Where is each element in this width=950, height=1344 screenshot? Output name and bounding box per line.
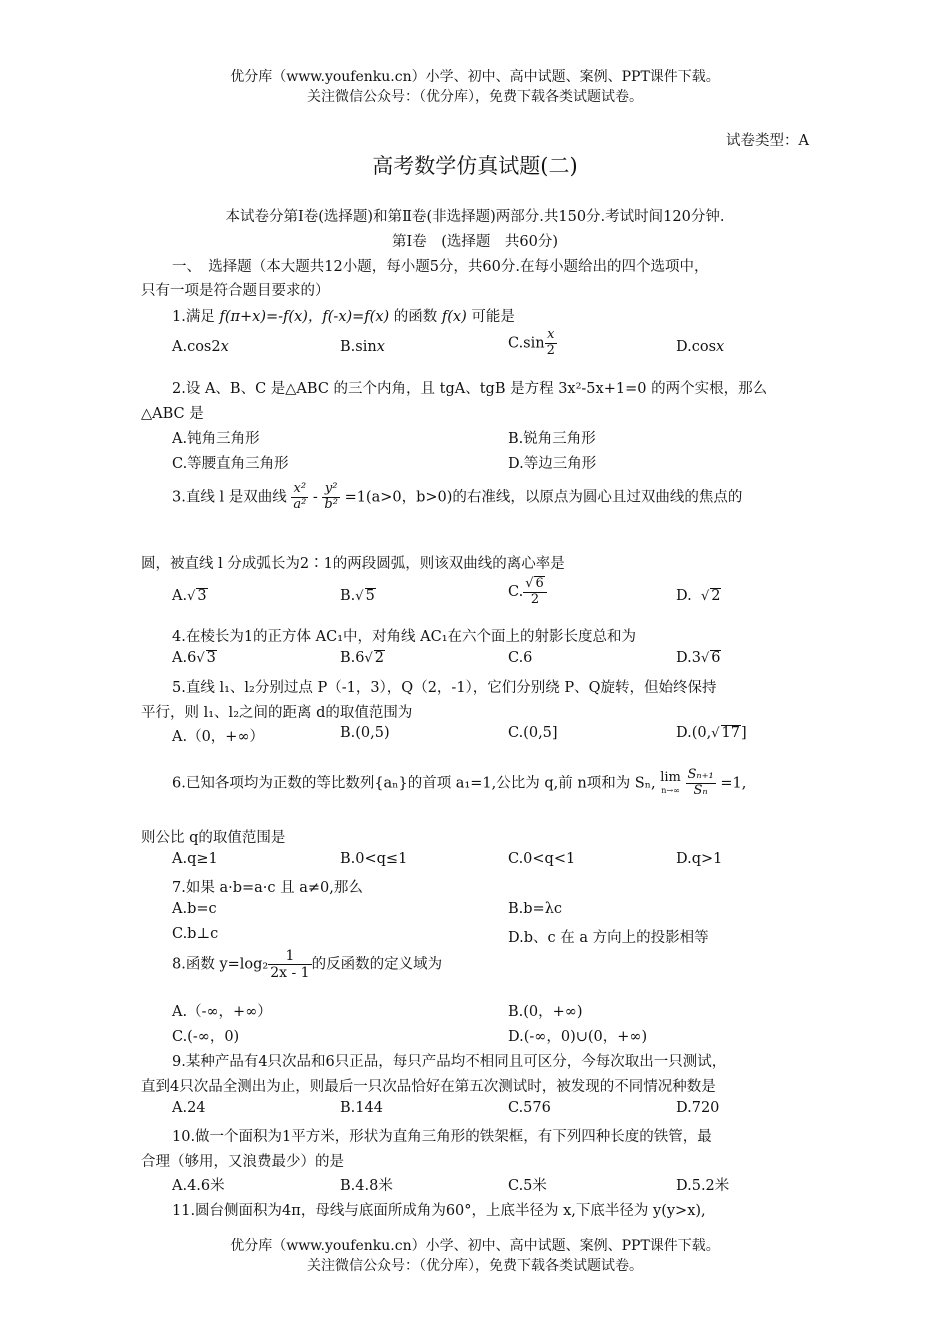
q2-option-b: B.锐角三角形 [508,431,596,447]
q3-option-b: B.√ 5 [340,588,376,605]
q6-option-a: A.q≥1 [172,851,218,867]
question-2-cont: △ABC 是 [141,406,204,422]
q4-option-a: A.6√ 3 [172,650,217,667]
section-heading: 一、 选择题（本大题共12小题，每小题5分，共60分.在每小题给出的四个选项中， [172,259,709,275]
question-7: 7.如果 a·b=a·c 且 a≠0,那么 [172,880,363,896]
q6-option-c: C.0<q<1 [508,851,576,867]
question-3: 3.直线 l 是双曲线 $\frac{\text{x²}}{\text{a²}}$ - $\frac{\text{y²}}{\text{b²}}$ =1(a>0，b>0)的右准线，以原点为圆心且过双曲线的焦点的 [172,481,743,512]
q9-option-b: B.144 [340,1100,383,1116]
q7-option-a: A.b=c [172,901,217,917]
q6-option-d: D.q>1 [676,851,723,867]
paper-type: 试卷类型：A [726,133,809,149]
q10-option-a: A.4.6米 [172,1178,225,1194]
part1-heading: 第Ⅰ卷 (选择题 共60分) [392,234,558,250]
question-11: 11.圆台侧面积为4π，母线与底面所成角为60°，上底半径为 x,下底半径为 y(y>x), [172,1203,706,1219]
q7-option-d: D.b、c 在 a 方向上的投影相等 [508,930,709,946]
q10-option-d: D.5.2米 [676,1178,730,1194]
q2-option-d: D.等边三角形 [508,456,597,472]
q4-option-c: C.6 [508,650,533,666]
question-3-cont: 圆，被直线 l 分成弧长为2∶1的两段圆弧，则该双曲线的离心率是 [141,556,565,572]
q2-option-c: C.等腰直角三角形 [172,456,289,472]
question-5: 5.直线 l₁、l₂分别过点 P（-1，3），Q（2，-1），它们分别绕 P、Q旋转，但始终保持 [172,680,717,696]
q1-option-d: D.cosx [676,339,725,355]
q8-option-b: B.(0，+∞) [508,1004,583,1020]
q1-option-b: B.sinx [340,339,385,355]
q10-option-c: C.5米 [508,1178,547,1194]
question-6-cont: 则公比 q的取值范围是 [141,830,286,846]
q9-option-c: C.576 [508,1100,551,1116]
q9-option-d: D.720 [676,1100,720,1116]
q5-option-d: D.(0,√ 17] [676,725,747,742]
question-4: 4.在棱长为1的正方体 AC₁中，对角线 AC₁在六个面上的射影长度总和为 [172,629,637,645]
header-line-2: 关注微信公众号：（优分库），免费下载各类试题试卷。 [307,89,643,105]
intro: 本试卷分第Ⅰ卷(选择题)和第Ⅱ卷(非选择题)两部分.共150分.考试时间120分钟. [225,209,725,225]
q8-option-c: C.(-∞，0) [172,1029,240,1045]
q5-option-c: C.(0,5] [508,725,558,741]
q5-option-b: B.(0,5) [340,725,390,741]
footer-line-1: 优分库（www.youfenku.cn）小学、初中、高中试题、案例、PPT课件下载。 [230,1238,720,1254]
footer-line-2: 关注微信公众号：（优分库），免费下载各类试题试卷。 [307,1258,643,1274]
q5-option-a: A.（0，+∞） [172,729,265,745]
q7-option-c: C.b⊥c [172,926,219,942]
question-8: 8.函数 y=log₂ $\frac{1}{2x - 1}$ 的反函数的定义域为 [172,948,443,982]
q2-option-a: A.钝角三角形 [172,431,260,447]
question-10: 10.做一个面积为1平方米，形状为直角三角形的铁架框，有下列四种长度的铁管，最 [172,1129,712,1145]
question-2: 2.设 A、B、C 是△ABC 的三个内角，且 tgA、tgB 是方程 3x²-5x+1=0 的两个实根，那么 [172,381,768,397]
question-10-cont: 合理（够用，又浪费最少）的是 [141,1154,344,1170]
q3-option-a: A.√ 3 [172,588,208,605]
section-heading-cont: 只有一项是符合题目要求的） [141,283,330,299]
q3-option-c: C. √ $\frac{6}{2}$ [508,576,547,608]
question-9-cont: 直到4只次品全测出为止，则最后一只次品恰好在第五次测试时，被发现的不同情况种数是 [141,1079,716,1095]
q4-option-d: D.3√ 6 [676,650,721,667]
question-6: 6.已知各项均为正数的等比数列{aₙ}的首项 a₁=1,公比为 q,前 n项和为 Sₙ, lim n→∞ $\frac{\text{Sₙ₊₁}}{\text{Sₙ}}$ =1, [172,767,747,798]
q3-option-d: D. √ 2 [676,588,721,605]
q8-option-a: A.（-∞，+∞） [172,1004,272,1020]
question-5-cont: 平行，则 l₁、l₂之间的距离 d的取值范围为 [141,705,413,721]
page-title: 高考数学仿真试题(二) [372,154,578,178]
header-line-1: 优分库（www.youfenku.cn）小学、初中、高中试题、案例、PPT课件下载。 [230,69,720,85]
q1-option-a: A.cos2x [172,339,229,355]
q4-option-b: B.6√ 2 [340,650,385,667]
q10-option-b: B.4.8米 [340,1178,393,1194]
question-1: 1.满足 f(π+x)=-f(x)，f(-x)=f(x) 的函数 f(x) 可能是 [172,309,515,325]
q6-option-b: B.0<q≤1 [340,851,408,867]
q1-option-c: C.sin $\frac{x}{2}$ [508,327,555,358]
q8-option-d: D.(-∞，0)∪(0，+∞) [508,1029,648,1045]
q9-option-a: A.24 [172,1100,206,1116]
q7-option-b: B.b=λc [508,901,563,917]
question-9: 9.某种产品有4只次品和6只正品，每只产品均不相同且可区分，今每次取出一只测试， [172,1054,727,1070]
